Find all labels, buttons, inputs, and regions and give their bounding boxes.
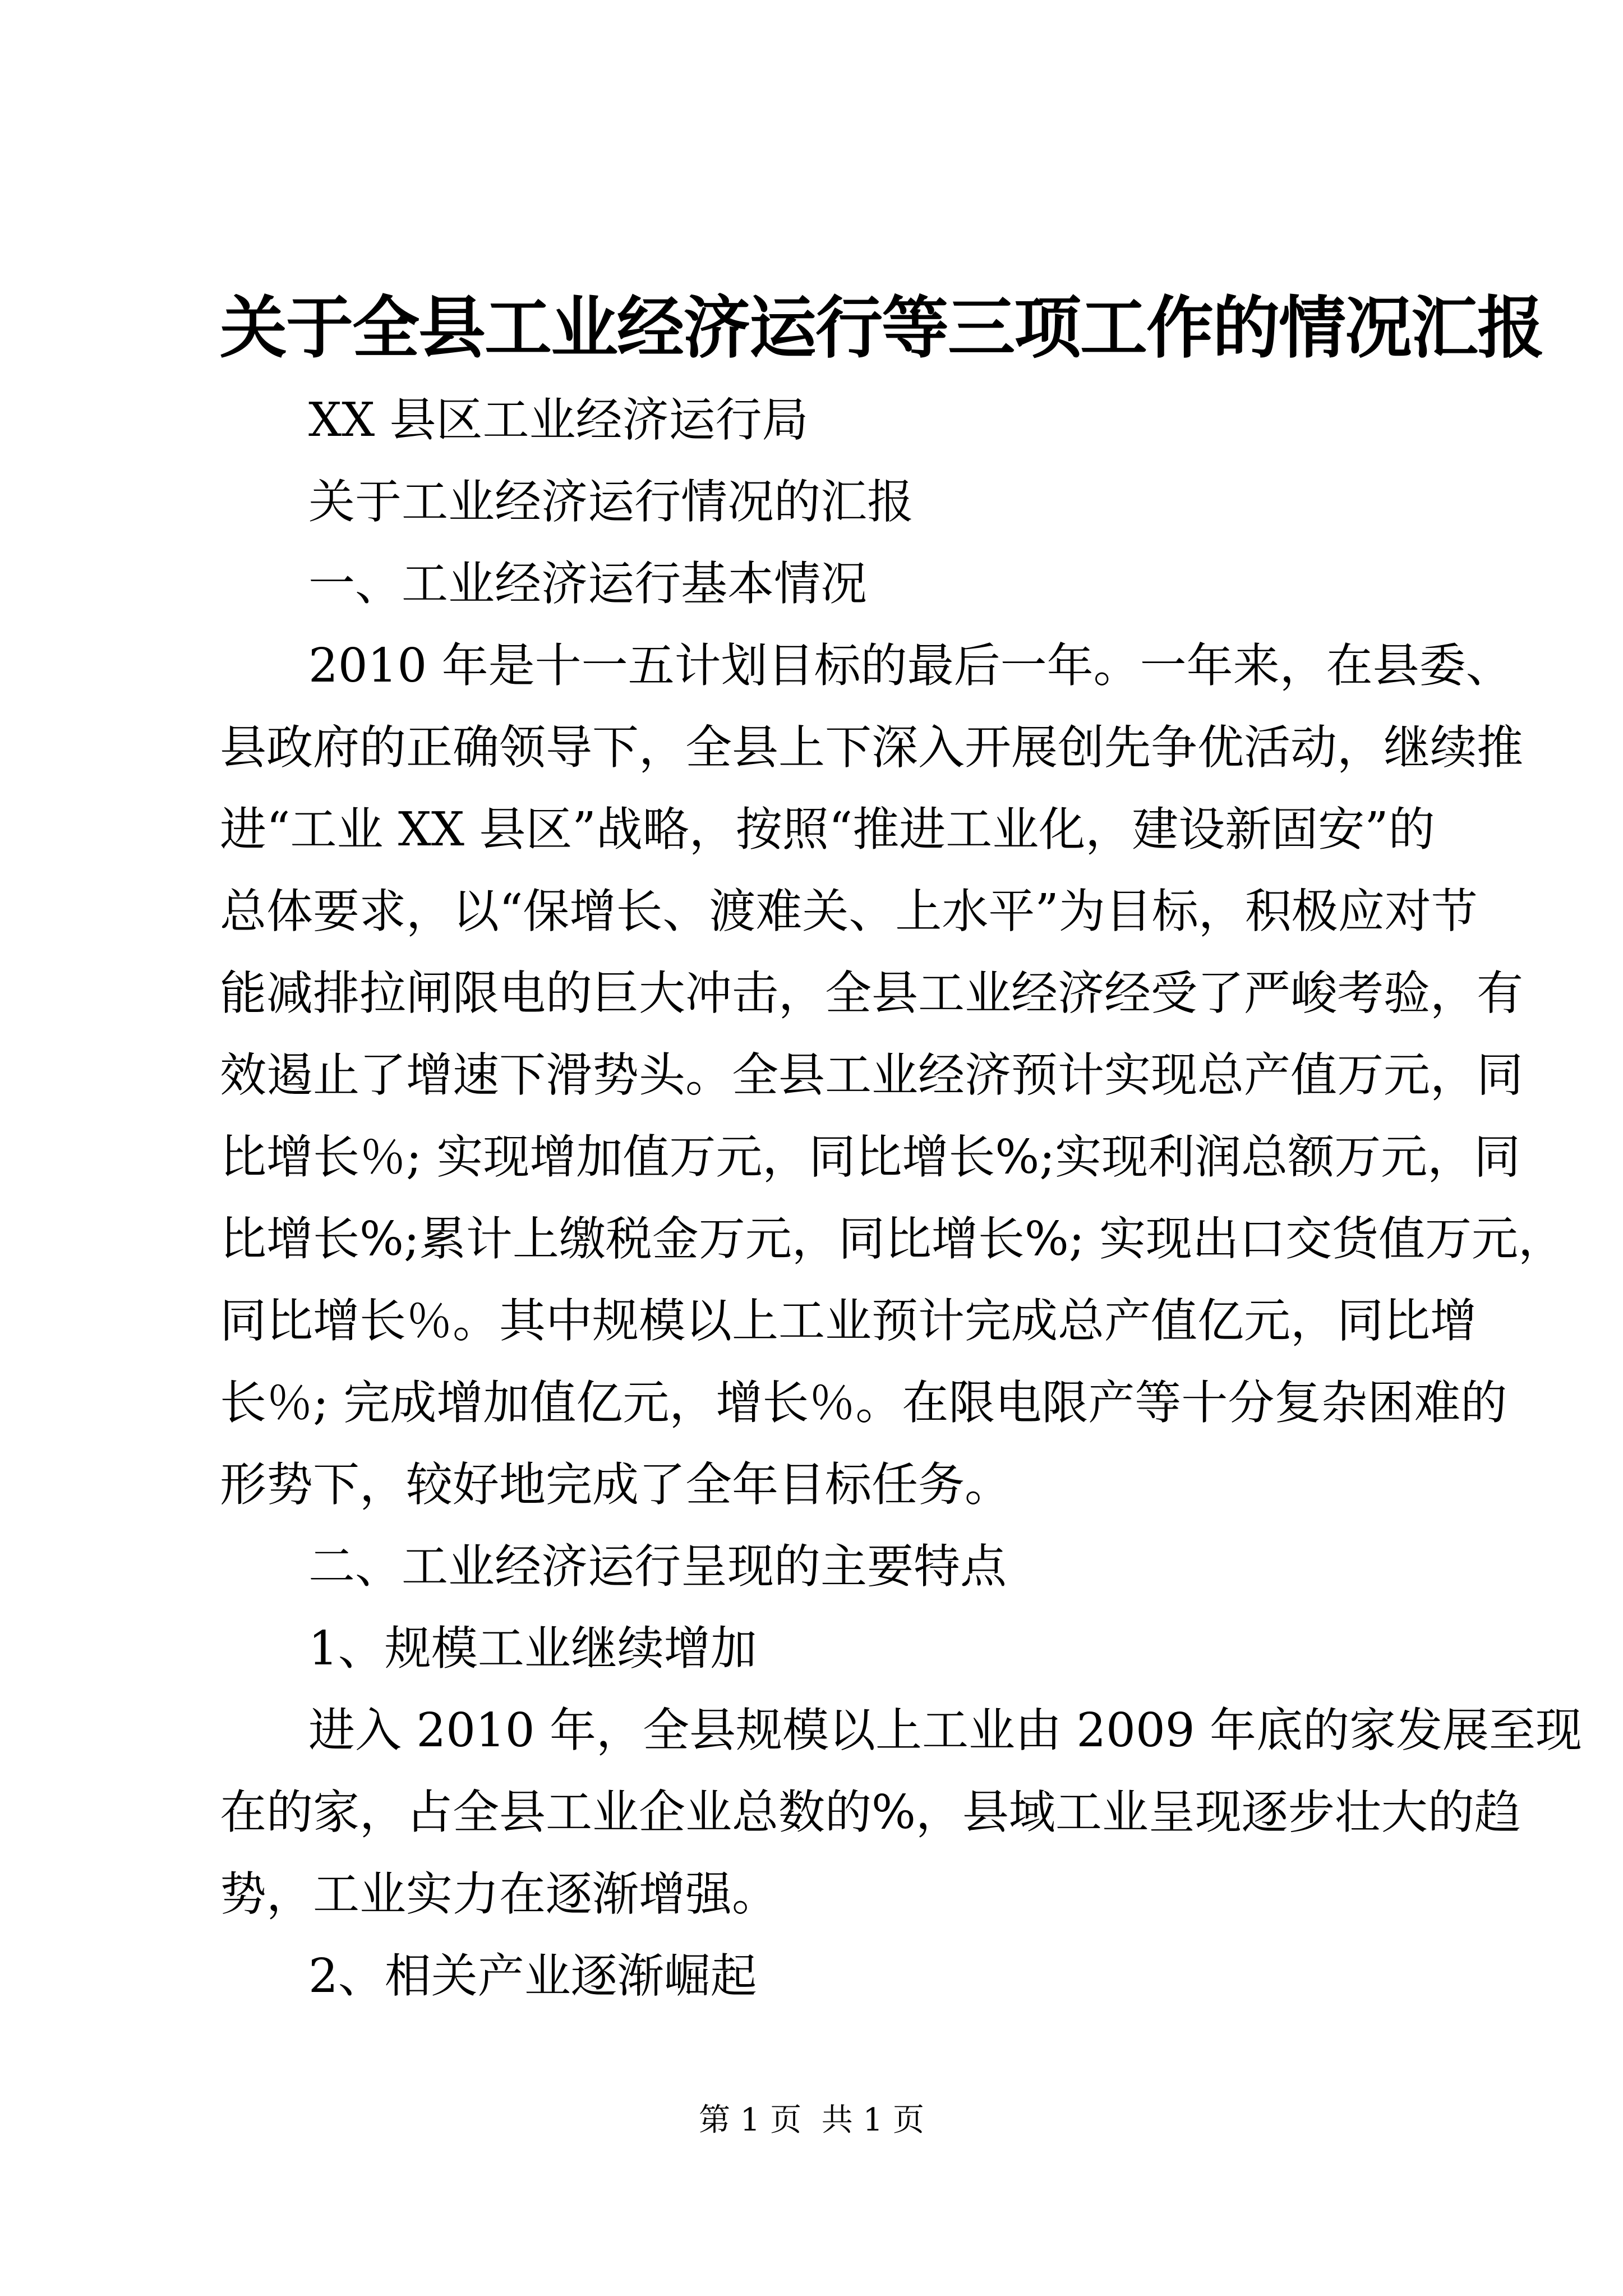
- body-line: 比增长％; 实现增加值万元，同比增长%;实现利润总额万元，同: [220, 1130, 1521, 1184]
- document-title: 关于全县工业经济运行等三项工作的情况汇报: [220, 288, 1543, 367]
- body-line: 长％; 完成增加值亿元，增长％。在限电限产等十分复杂困难的: [220, 1375, 1507, 1430]
- body-line: 1、规模工业继续增加: [308, 1621, 757, 1676]
- body-line: 2010 年是十一五计划目标的最后一年。一年来，在县委、: [308, 638, 1513, 693]
- body-line: 关于工业经济运行情况的汇报: [308, 475, 914, 529]
- body-line: 在的家，占全县工业企业总数的%，县域工业呈现逐步壮大的趋: [220, 1785, 1521, 1839]
- body-line: 进入 2010 年，全县规模以上工业由 2009 年底的家发展至现: [308, 1703, 1582, 1757]
- body-line: 同比增长％。其中规模以上工业预计完成总产值亿元，同比增: [220, 1294, 1477, 1348]
- body-line: 比增长%;累计上缴税金万元，同比增长%; 实现出口交货值万元，: [220, 1212, 1565, 1266]
- body-line: XX 县区工业经济运行局: [308, 393, 809, 447]
- body-line: 势，工业实力在逐渐增强。: [220, 1867, 778, 1921]
- body-line: 效遏止了增速下滑势头。全县工业经济预计实现总产值万元，同: [220, 1048, 1523, 1102]
- body-line: 形势下，较好地完成了全年目标任务。: [220, 1457, 1011, 1512]
- body-line: 县政府的正确领导下，全县上下深入开展创先争优活动，继续推: [220, 720, 1523, 775]
- body-line: 进“工业 XX 县区”战略，按照“推进工业化，建设新固安”的: [220, 802, 1435, 857]
- body-line: 总体要求，以“保增长、渡难关、上水平”为目标，积极应对节: [220, 884, 1478, 938]
- body-line: 2、相关产业逐渐崛起: [308, 1949, 757, 2003]
- page-footer: 第 1 页 共 1 页: [698, 2102, 925, 2138]
- body-line: 二、工业经济运行呈现的主要特点: [308, 1539, 1007, 1594]
- body-line: 能减排拉闸限电的巨大冲击，全县工业经济经受了严峻考验，有: [220, 966, 1523, 1020]
- document-body: [220, 379, 1582, 2017]
- body-line: 一、工业经济运行基本情况: [308, 556, 867, 611]
